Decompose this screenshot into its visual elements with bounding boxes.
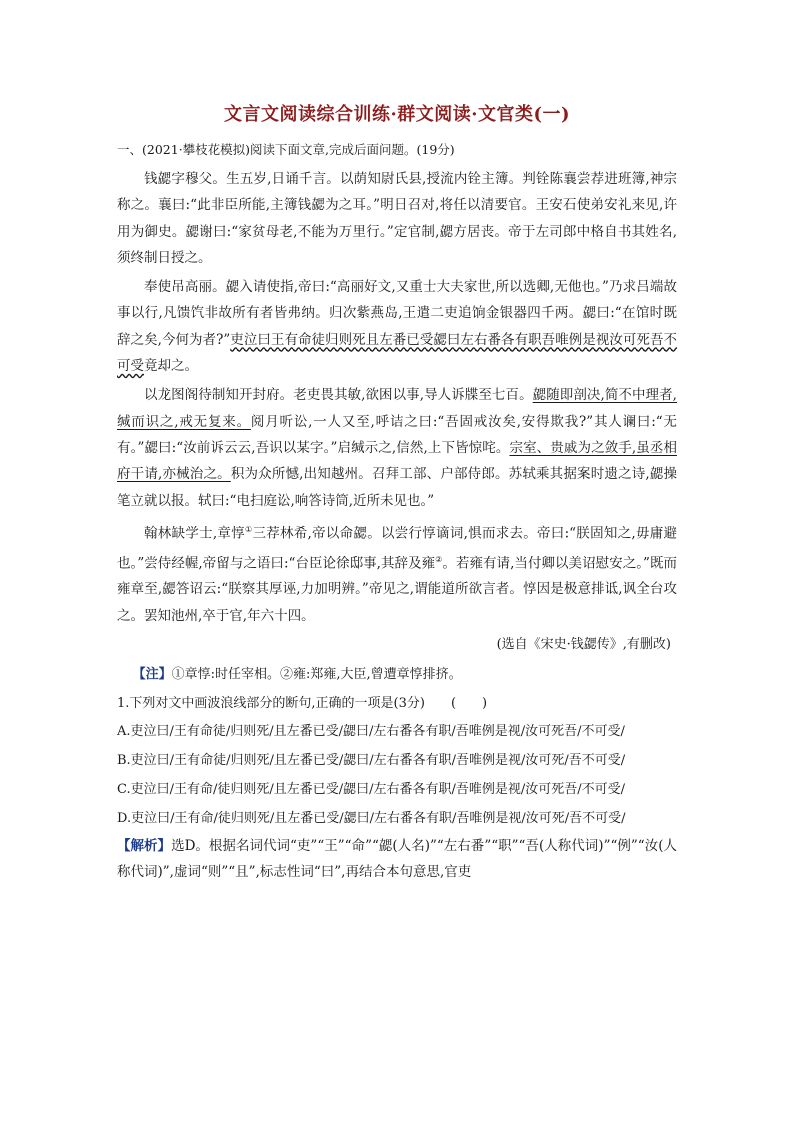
text-run: 阅月听讼,一人又至,呼诘之曰:“吾固戒汝矣,安得欺我?”其人谰曰:“无有。”勰曰:“汝前诉云云,吾识以某字。”启缄示之,信然,上下皆惊咤。 <box>117 413 677 456</box>
analysis <box>117 833 677 886</box>
text-run: 翰林缺学士,章惇 <box>144 525 245 542</box>
text-run: 三荐林希,帝以命勰。以尝行惇谪词,惧而求去。帝曰:“朕固知之,毋庸避也。”尝侍经幄,帝留与之语曰:“台臣论徐邸事,其辞及雍 <box>117 525 678 572</box>
analysis-tag: 【解析】 <box>117 838 172 855</box>
passage-paragraph-2 <box>117 274 677 379</box>
text-run: 积为众所憾,出知越州。召拜工部、户部侍郎。苏轼乘其据案时遗之诗,勰操笔立就以报。轼曰:“电扫庭讼,响答诗筒,近所未见也。” <box>117 466 677 509</box>
footnote-marker-2: ② <box>435 554 443 564</box>
question-1-stem: 1.下列对文中画波浪线部分的断句,正确的一项是(3分) ( ) <box>117 696 488 712</box>
document-page <box>117 100 677 886</box>
page-title: 文言文阅读综合训练·群文阅读·文官类(一) <box>223 104 571 125</box>
text-run: 以龙图阁待制知开封府。老吏畏其敏,欲困以事,导人诉牒至七百。 <box>144 387 533 404</box>
text-run: 奉使吊高丽。勰入请使指,帝曰:“高丽好文,又重士大夫家世,所以选卿,无他也。”乃求吕端故事以行,凡馈饩非故所有者皆弗纳。归次紫燕岛,王遣二吏追饷金银器四千两。勰曰:“在馆时既辞之矣,今何为者?” <box>117 279 677 348</box>
analysis-text: 选D。根据名词代词“吏”“王”“命”“勰(人名)”“左右番”“职”“吾(人称代词)”“例”“汝(人称代词)”,虚词“则”“且”,标志性词“曰”,再结合本句意思,官吏 <box>117 838 677 881</box>
passage-source: (选自《宋史·钱勰传》,有删改) <box>496 637 671 653</box>
option-d: D.吏泣曰/王有命/徒归则死/且左番已受/勰曰/左右番各有职/吾唯例是视/汝可死/吾不可受/ <box>117 811 626 827</box>
passage-paragraph-1: 钱勰字穆父。生五岁,日诵千言。以荫知尉氏县,授流内铨主簿。判铨陈襄尝荐进班簿,神宗称之。襄曰:“此非臣所能,主簿钱勰为之耳。”明日召对,将任以清要官。王安石使弟安礼来见,许用为御史。勰谢曰:“家贫母老,不能为万里行。”定官制,勰方居丧。帝于左司郎中格自书其姓名,须终制日授之。 <box>117 171 677 266</box>
underlined-sentence-2: 宗室、贵戚为之敛手,虽丞相府干请,亦械治之。 <box>117 439 677 483</box>
note-text: ①章惇:时任宰相。②雍:郑雍,大臣,曾遭章惇排挤。 <box>171 667 462 683</box>
option-b: B.吏泣曰/王有命徒/归则死/且左番已受/勰曰/左右番各有职/吾唯例是视/汝可死/吾不可受/ <box>117 753 626 769</box>
passage-paragraph-3 <box>117 382 677 513</box>
footnote <box>117 662 677 688</box>
question-header: 一、(2021·攀枝花模拟)阅读下面文章,完成后面问题。(19分) <box>117 142 455 157</box>
wavy-underlined-text: 吏泣曰王有命徒归则死且左番已受勰曰左右番各有职吾唯例是视汝可死吾不可受 <box>117 331 678 375</box>
passage-paragraph-4 <box>117 517 677 629</box>
option-c: C.吏泣曰/王有命/徒归则死/且左番已受/勰曰/左右番各有职/吾唯例是视/汝可死吾/不可受/ <box>117 782 626 798</box>
footnote-marker-1: ① <box>244 524 253 534</box>
text-run: 竟却之。 <box>144 358 198 375</box>
text-run: 。若雍有请,当付卿以美诏慰安之。”既而雍章至,勰答诏云:“朕察其厚诬,力加明辨。”帝见之,谓能道所欲言者。惇因是极意排诋,讽全台攻之。罢知池州,卒于官,年六十四。 <box>117 555 678 624</box>
option-a: A.吏泣曰/王有命徒/归则死/且左番已受/勰曰/左右番各有职/吾唯例是视/汝可死吾/不可受/ <box>117 724 625 740</box>
underlined-sentence-1: 勰随即剖决,简不中理者,缄而识之,戒无复来。 <box>117 387 677 430</box>
note-tag: 【注】 <box>132 667 172 683</box>
